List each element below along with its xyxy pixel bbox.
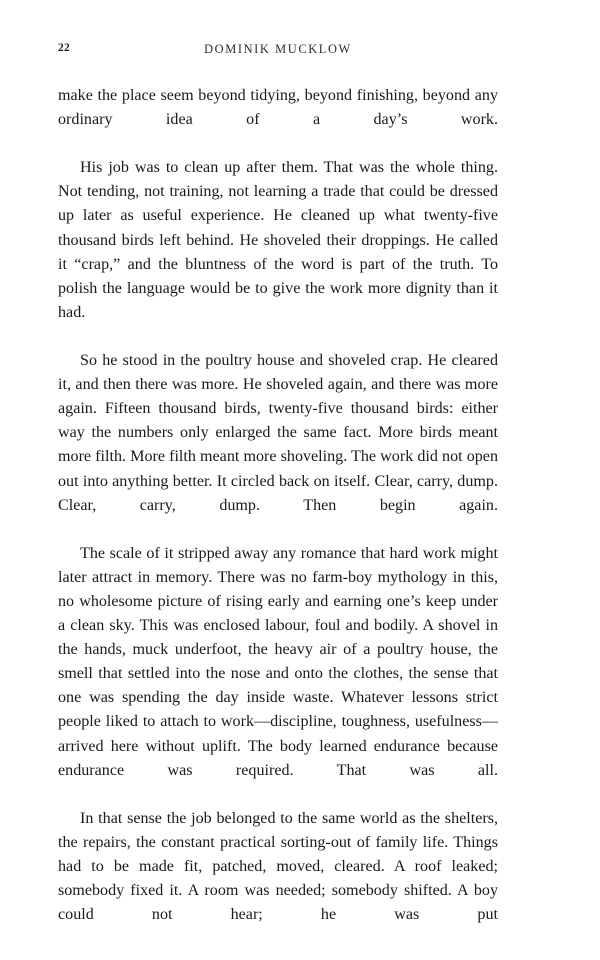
paragraph: So he stood in the poultry house and shoveled crap. He cleared it, and then there was more. He shoveled again, and there was more again. Fifteen thousand birds, twenty-five thousand birds: either way the numbers only enlarged the same fact. More birds meant more filth. More filth meant more shoveling. The work did not open out into anything better. It circled back on itself. Clear, carry, dump. Clear, carry, dump. Then begin again.: [58, 352, 498, 514]
paragraph: His job was to clean up after them. That was the whole thing. Not tending, not training, not learning a trade that could be dressed up later as useful experience. He cleaned up what twenty-five thousand birds left behind. He shoveled their droppings. He called it “crap,” and the bluntness of the word is part of the truth. To polish the language would be to give the work more dignity than it had.: [58, 159, 498, 321]
body-text-block: [58, 84, 498, 951]
paragraph: The scale of it stripped away any romance that hard work might later attract in memory. There was no farm-boy mythology in this, no wholesome picture of rising early and earning one’s keep under a clean sky. This was enclosed labour, foul and bodily. A shovel in the hands, muck underfoot, the heavy air of a poultry house, the smell that settled into the nose and onto the clothes, the sense that one was spending the day inside waste. Whatever lessons strict people liked to attach to work—discipline, toughness, usefulness—arrived here without uplift. The body learned endurance because endurance was required. That was all.: [58, 544, 498, 779]
paragraph: make the place seem beyond tidying, beyond finishing, beyond any ordinary idea of a day’s work.: [58, 87, 498, 129]
paragraph: In that sense the job belonged to the same world as the shelters, the repairs, the constant practical sorting-out of family life. Things had to be made fit, patched, moved, cleared. A roof leaked; somebody fixed it. A room was needed; somebody shifted. A boy could not hear; he was put: [58, 809, 498, 924]
running-head-author: DOMINIK MUCKLOW: [204, 42, 352, 56]
page-number: 22: [58, 42, 70, 54]
page-running-header: [58, 42, 498, 60]
